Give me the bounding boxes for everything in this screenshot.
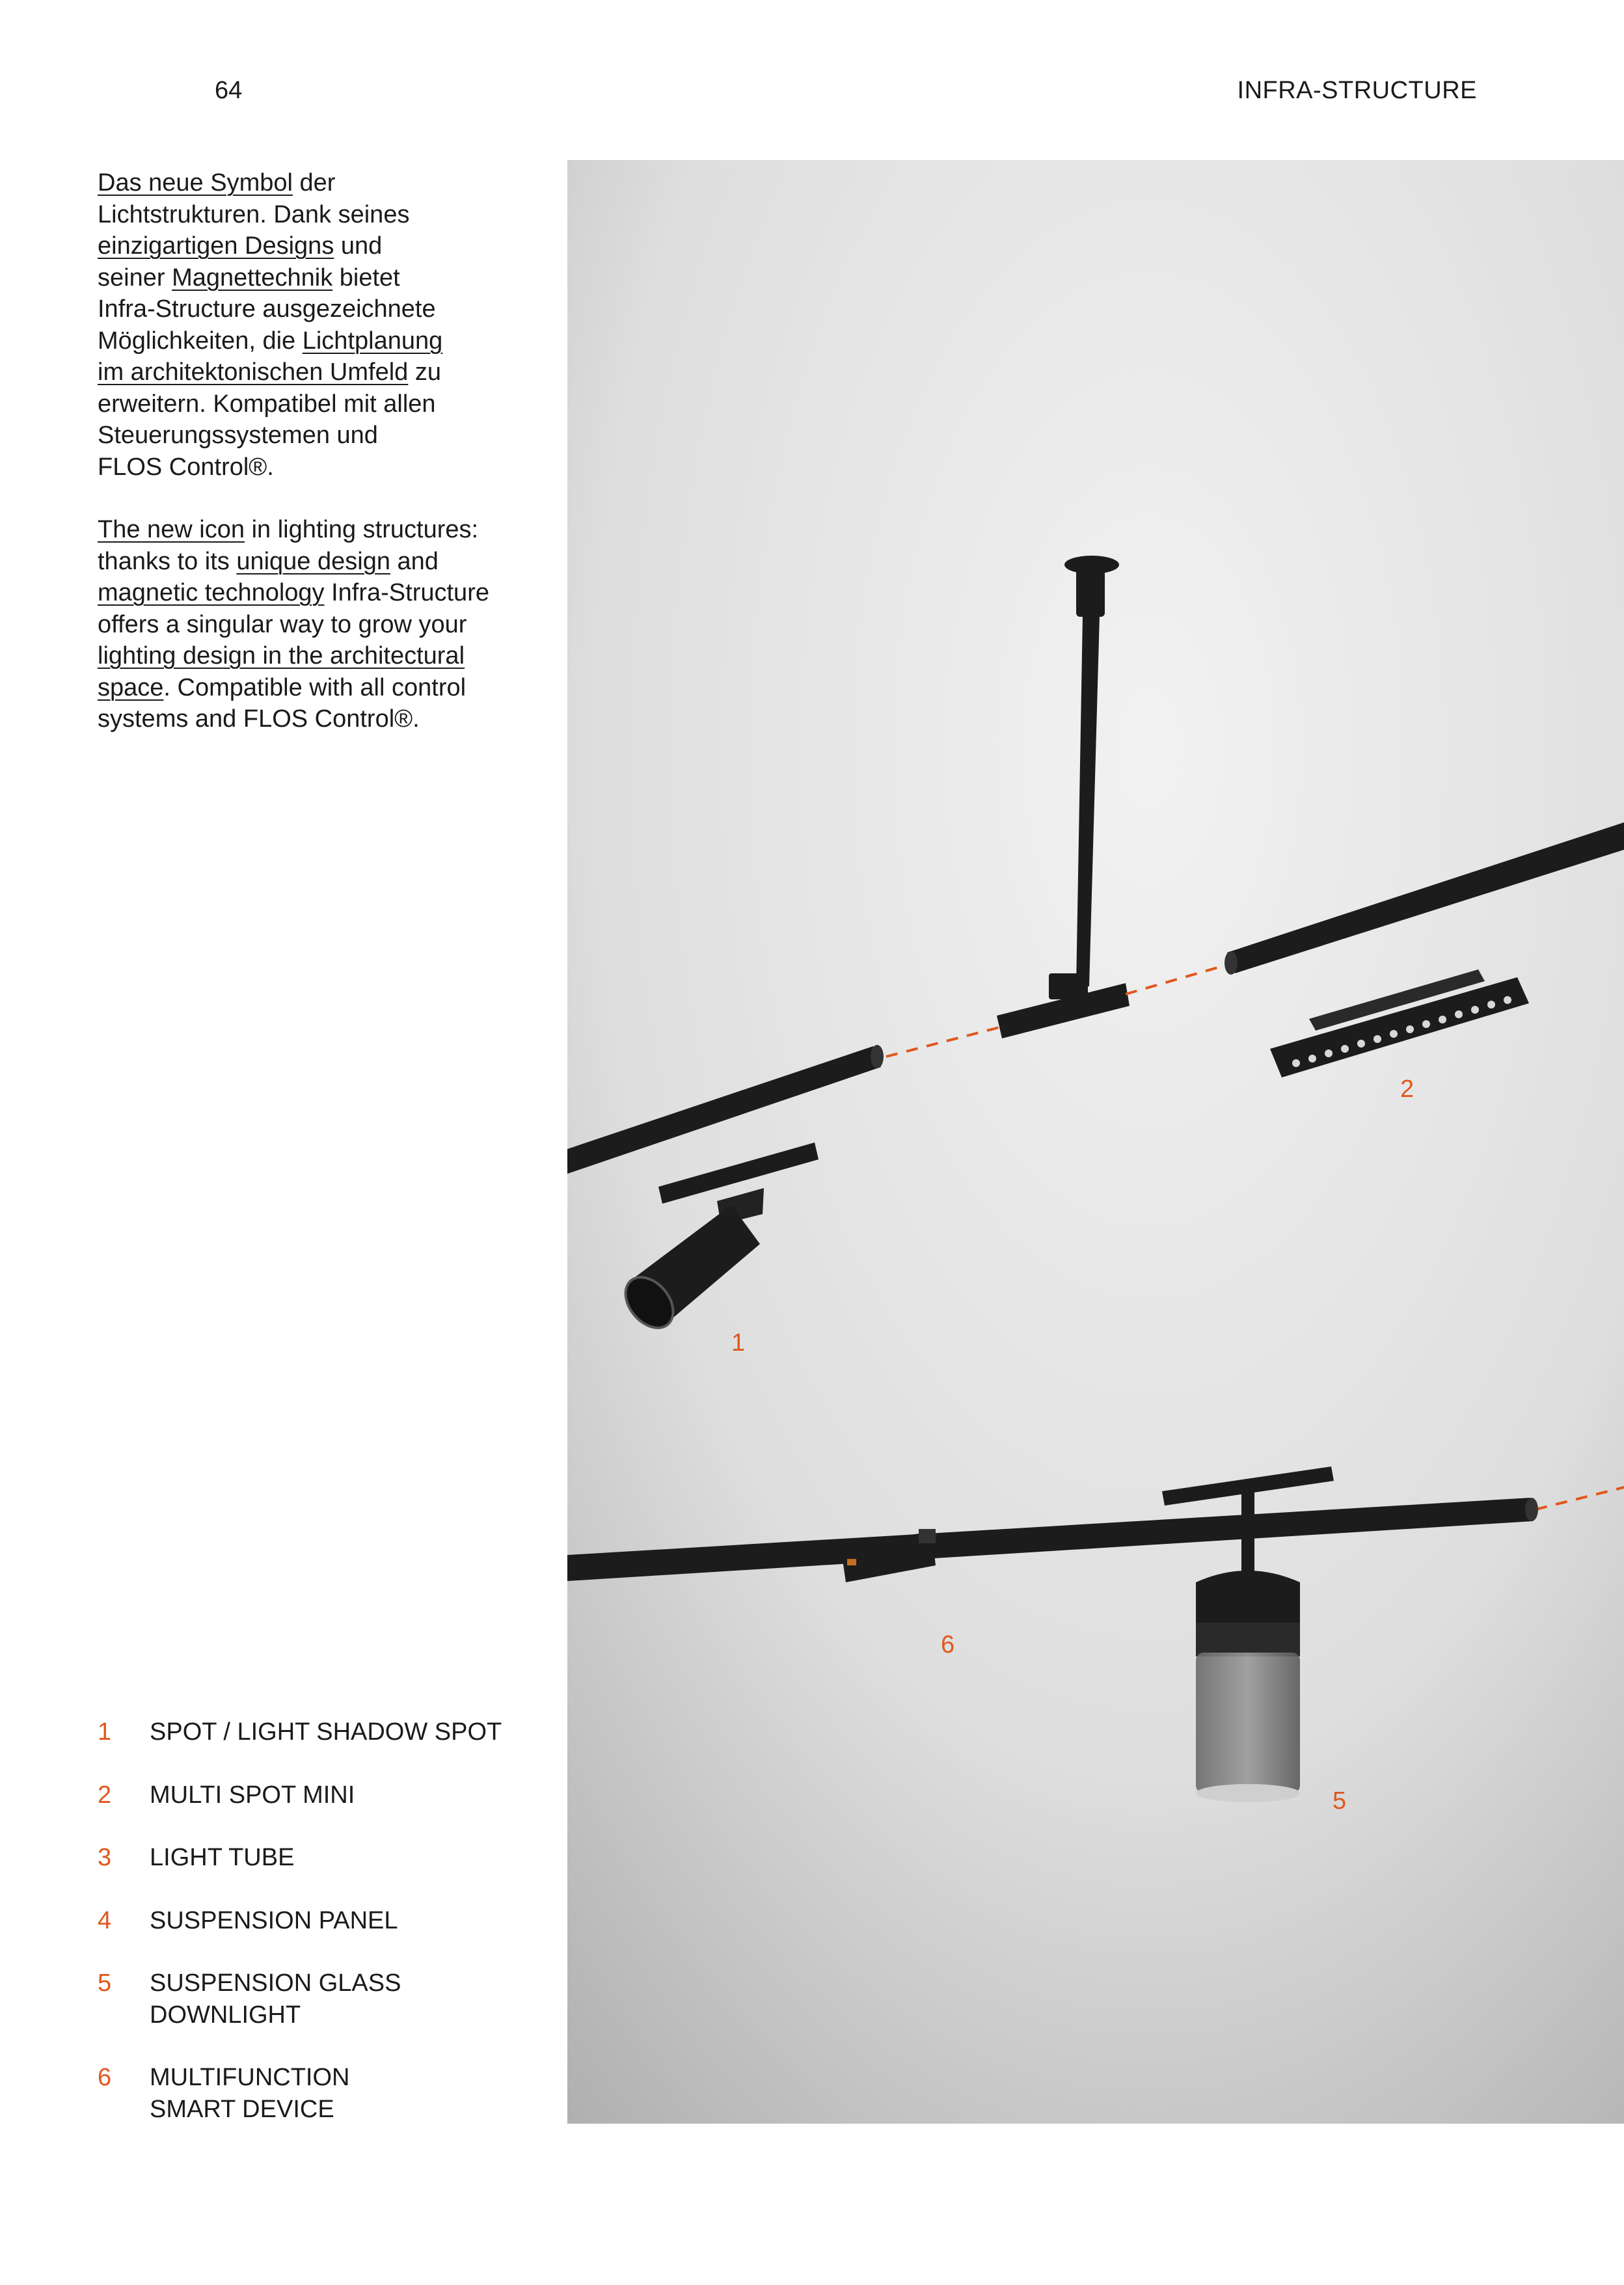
intro-text-english	[98, 514, 540, 735]
intro-text-german	[98, 167, 540, 483]
legend-number: 2	[98, 1781, 112, 1809]
section-title: INFRA-STRUCTURE	[1237, 77, 1477, 104]
intro-de-text: Steuerungssystemen und	[98, 422, 378, 449]
intro-de-text: Lichtstrukturen. Dank seines	[98, 200, 410, 228]
intro-de-text: zu	[408, 358, 442, 386]
legend-label-line: SPOT / LIGHT SHADOW SPOT	[150, 1718, 502, 1746]
page-number: 64	[215, 77, 243, 104]
intro-en-text: and	[390, 547, 439, 575]
intro-de-underlined-phrase: Lichtplanung	[302, 327, 443, 355]
legend-label	[150, 1779, 553, 1811]
intro-de-text: erweitern. Kompatibel mit allen	[98, 390, 436, 418]
intro-en-text: in lighting structures:	[245, 516, 479, 543]
intro-de-underlined-phrase: Magnettechnik	[172, 264, 333, 291]
intro-de-text: Infra-Structure ausgezeichnete	[98, 295, 436, 323]
legend-item	[98, 1967, 553, 2031]
intro-de-underlined-phrase: einzigartigen Designs	[98, 232, 334, 260]
legend-item	[98, 1842, 553, 1874]
intro-en-underlined-phrase: unique design	[236, 547, 390, 575]
legend-label-line: SUSPENSION PANEL	[150, 1906, 398, 1934]
legend-number: 4	[98, 1906, 112, 1934]
intro-en-text: Infra-Structure	[324, 579, 489, 606]
legend-item	[98, 1905, 553, 1937]
legend-number: 3	[98, 1844, 112, 1871]
product-legend	[98, 1716, 553, 2156]
intro-paragraph-english	[98, 514, 540, 735]
label-suspension-glass-number: 5	[1333, 1787, 1347, 1815]
legend-item	[98, 1779, 553, 1811]
intro-en-underlined-phrase: magnetic technology	[98, 579, 325, 606]
legend-number: 6	[98, 2064, 112, 2091]
legend-item	[98, 2062, 553, 2125]
intro-en-underlined-phrase: The new icon	[98, 516, 245, 543]
intro-en-text: thanks to its	[98, 547, 237, 575]
intro-en-text: offers a singular way to grow your	[98, 610, 467, 638]
legend-label	[150, 1842, 553, 1874]
label-multi-spot-number: 2	[1400, 1075, 1414, 1103]
intro-en-text: systems and FLOS Control®.	[98, 705, 420, 733]
intro-de-text: Möglichkeiten, die	[98, 327, 303, 355]
intro-en-underlined-phrase: lighting design in the architectural	[98, 642, 465, 669]
legend-number: 5	[98, 1969, 112, 1997]
legend-label	[150, 1967, 553, 2031]
label-spot-number: 1	[731, 1329, 746, 1357]
intro-paragraph-german	[98, 167, 540, 483]
product-photo	[567, 160, 1624, 2124]
intro-de-text: und	[334, 232, 383, 260]
legend-label	[150, 2062, 553, 2125]
intro-en-underlined-phrase: space	[98, 673, 164, 701]
intro-de-text: FLOS Control®.	[98, 453, 274, 481]
legend-label-line: LIGHT TUBE	[150, 1844, 295, 1871]
intro-de-underlined-phrase: im architektonischen Umfeld	[98, 358, 409, 386]
intro-de-text: der	[292, 169, 336, 196]
legend-label	[150, 1905, 553, 1937]
intro-de-text: bietet	[332, 264, 400, 291]
legend-label	[150, 1716, 553, 1748]
intro-en-text: . Compatible with all control	[163, 673, 467, 701]
legend-item	[98, 1716, 553, 1748]
legend-label-line: DOWNLIGHT	[150, 2001, 301, 2029]
intro-de-underlined-phrase: Das neue Symbol	[98, 169, 293, 196]
intro-de-text: seiner	[98, 264, 172, 291]
legend-label-line: SUSPENSION GLASS	[150, 1969, 401, 1997]
legend-label-line: MULTI SPOT MINI	[150, 1781, 355, 1809]
label-smart-device-number: 6	[941, 1631, 955, 1658]
legend-label-line: MULTIFUNCTION	[150, 2064, 350, 2091]
legend-number: 1	[98, 1718, 112, 1746]
legend-label-line: SMART DEVICE	[150, 2095, 334, 2123]
